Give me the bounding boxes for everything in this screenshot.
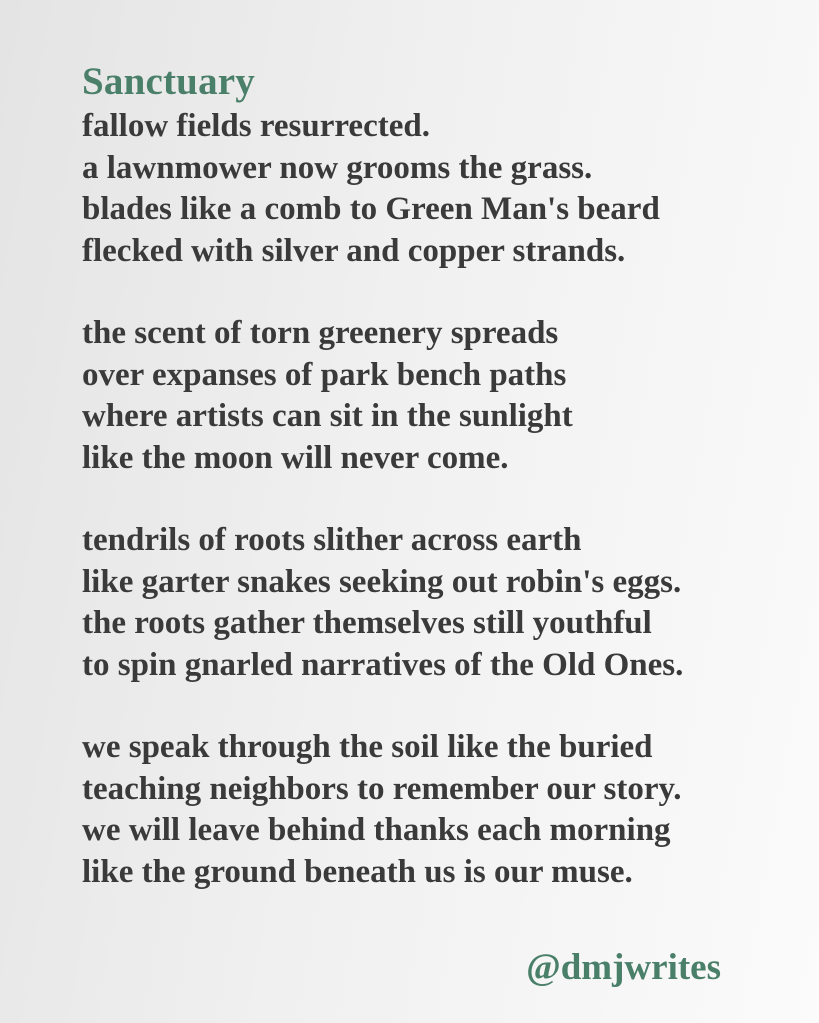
poem-line: we will leave behind thanks each morning: [82, 812, 671, 848]
poem-line: like the ground beneath us is our muse.: [82, 853, 633, 890]
poem-line: to spin gnarled narratives of the Old Ones.: [82, 646, 684, 683]
poem-line: tendrils of roots slither across earth: [82, 522, 582, 558]
poem-line: we speak through the soil like the buried: [82, 729, 653, 765]
poem-line: the roots gather themselves still youthful: [82, 605, 652, 641]
poem-line: over expanses of park bench paths: [82, 356, 567, 393]
poem-body: [82, 106, 782, 934]
poem-line: flecked with silver and copper strands.: [82, 232, 626, 269]
poem-line: the scent of torn greenery spreads: [82, 315, 559, 351]
stanza-4: [82, 727, 782, 893]
poem-line: blades like a comb to Green Man's beard: [82, 191, 660, 227]
stanza-1: [82, 106, 782, 272]
poem-line: where artists can sit in the sunlight: [82, 398, 573, 434]
poem-line: fallow fields resurrected.: [82, 108, 430, 144]
poem-line: teaching neighbors to remember our story.: [82, 770, 682, 807]
poem-line: like garter snakes seeking out robin's eggs.: [82, 563, 682, 600]
poem-line: a lawnmower now grooms the grass.: [82, 149, 593, 186]
stanza-3: [82, 520, 782, 686]
poem-line: like the moon will never come.: [82, 439, 509, 476]
stanza-2: [82, 313, 782, 479]
author-handle: @dmjwrites: [526, 947, 721, 988]
poem-title: Sanctuary: [82, 60, 255, 103]
